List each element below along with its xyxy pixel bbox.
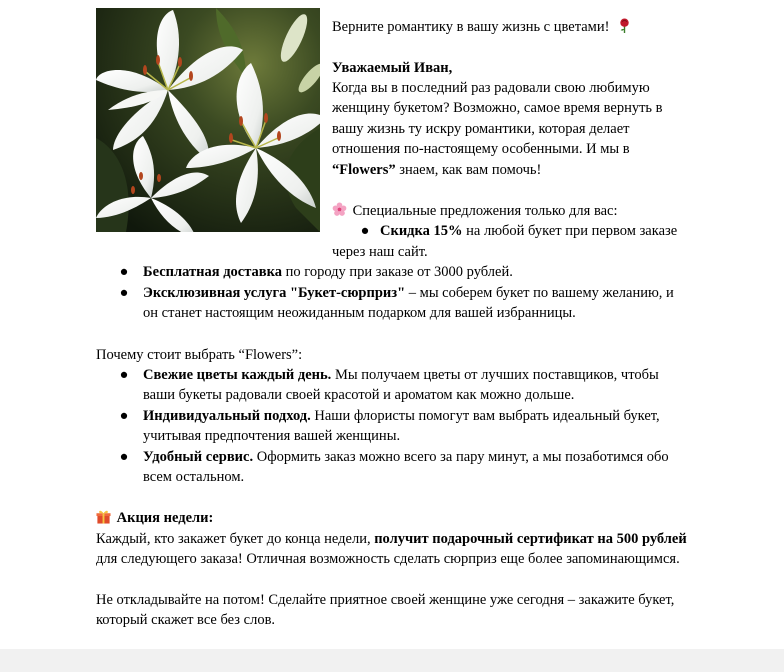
offer-bold: Эксклюзивная услуга "Букет-сюрприз"	[143, 285, 406, 301]
closing-line-1: Не откладывайте на потом! Сделайте приятное своей женщине уже сегодня – закажите букет,	[96, 592, 675, 608]
why-text: Мы получаем цветы от лучших поставщиков, чтобы	[331, 367, 659, 383]
offer-bold: Бесплатная доставка	[143, 264, 282, 280]
intro-end-text: знаем, как вам помочь!	[395, 162, 542, 178]
why-bold: Удобный сервис.	[143, 449, 254, 465]
footer-bar	[0, 649, 784, 672]
why-bold: Свежие цветы каждый день.	[143, 367, 332, 383]
intro-line-3: вашу жизнь ту искру романтики, которая делает	[332, 121, 630, 137]
why-item-individual	[143, 406, 660, 427]
why-text: Наши флористы помогут вам выбрать идеальный букет,	[310, 408, 660, 424]
intro-line-5	[332, 160, 541, 181]
why-text: Оформить заказ можно всего за пару минут, а мы позаботимся обо	[253, 449, 669, 465]
promo-bold: получит подарочный сертификат на 500 рублей	[374, 531, 687, 547]
bullet: ●	[119, 449, 129, 465]
promo-title: Акция недели:	[116, 510, 214, 526]
offer-bold: Скидка 15%	[380, 223, 463, 239]
cherry-blossom-icon	[332, 202, 347, 217]
bullet: ●	[119, 264, 129, 280]
intro-line-1: Когда вы в последний раз радовали свою любимую	[332, 80, 650, 96]
why-bold: Индивидуальный подход.	[143, 408, 311, 424]
promo-heading	[96, 508, 213, 529]
offer-item-surprise-cont: он станет настоящим неожиданным подарком для вашей избранницы.	[143, 305, 576, 321]
rose-icon	[617, 18, 632, 33]
offer-item-surprise	[143, 283, 674, 304]
gift-icon	[96, 509, 111, 524]
offer-item-discount-cont: через наш сайт.	[332, 244, 428, 260]
promo-line-2: для следующего заказа! Отличная возможность сделать сюрприз еще более запоминающимся.	[96, 551, 680, 567]
promo-line-1	[96, 529, 687, 550]
intro-line-4: отношения по-настоящему особенными. И мы в	[332, 141, 630, 157]
headline-text: Верните романтику в вашу жизнь с цветами!	[332, 19, 610, 35]
intro-line-2: женщину букетом? Возможно, самое время вернуть в	[332, 100, 663, 116]
promo-text: Каждый, кто закажет букет до конца недели,	[96, 531, 375, 547]
why-item-service-cont: всем остальном.	[143, 469, 245, 485]
closing-line-2: который скажет все без слов.	[96, 612, 276, 628]
bullet: ●	[119, 408, 129, 424]
offer-item-discount	[380, 221, 677, 242]
why-item-service	[143, 447, 669, 468]
bullet: ●	[119, 367, 129, 383]
salutation-text: Уважаемый Иван,	[332, 60, 453, 76]
offer-text: на любой букет при первом заказе	[462, 223, 678, 239]
bullet: ●	[360, 223, 370, 239]
bullet: ●	[119, 285, 129, 301]
why-item-individual-cont: учитывая предпочтения вашей женщины.	[143, 428, 401, 444]
offer-item-delivery	[143, 262, 513, 283]
why-heading: Почему стоит выбрать “Flowers”:	[96, 347, 303, 363]
offers-title: Специальные предложения только для вас:	[352, 203, 618, 219]
salutation	[332, 58, 452, 79]
why-item-fresh-cont: ваши букеты радовали своей красотой и ароматом как можно дольше.	[143, 387, 575, 403]
offers-heading	[332, 201, 618, 222]
lily-illustration	[96, 8, 320, 232]
offer-text: по городу при заказе от 3000 рублей.	[281, 264, 513, 280]
headline	[332, 17, 634, 38]
brand-name: “Flowers”	[332, 162, 396, 178]
lily-bouquet-image	[96, 8, 320, 232]
offer-text: – мы соберем букет по вашему желанию, и	[405, 285, 674, 301]
why-item-fresh	[143, 365, 659, 386]
